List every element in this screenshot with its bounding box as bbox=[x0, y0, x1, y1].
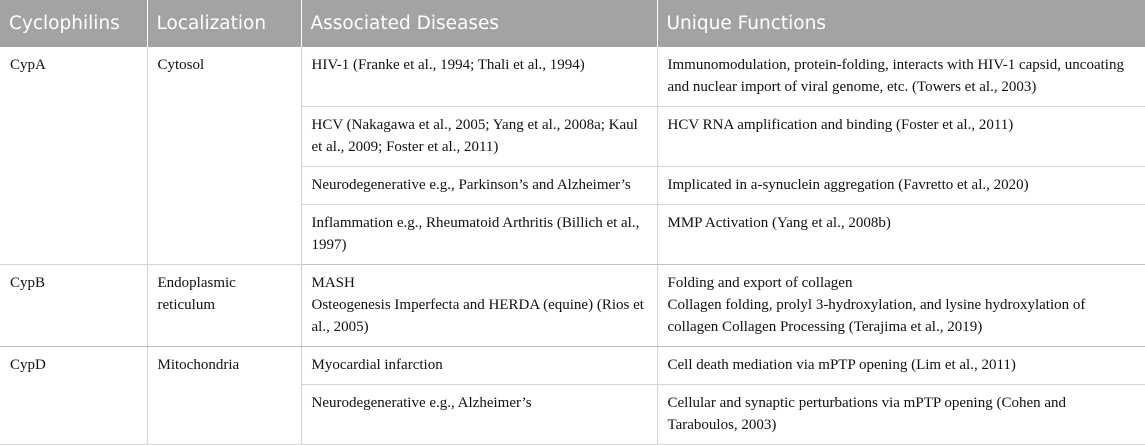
cyclophilin-cell: CypD bbox=[0, 347, 147, 445]
function-cell bbox=[657, 265, 1145, 347]
function-cell: HCV RNA amplification and binding (Foster et al., 2011) bbox=[657, 107, 1145, 167]
table-row bbox=[0, 47, 1145, 107]
disease-cell: Myocardial infarction bbox=[301, 347, 657, 385]
localization-cell: Cytosol bbox=[147, 47, 301, 265]
disease-cell: Inflammation e.g., Rheumatoid Arthritis (Billich et al., 1997) bbox=[301, 205, 657, 265]
header-associated-diseases: Associated Diseases bbox=[301, 0, 657, 47]
disease-line: Osteogenesis Imperfecta and HERDA (equine) (Rios et al., 2005) bbox=[311, 297, 644, 335]
function-line: Collagen folding, prolyl 3-hydroxylation, and lysine hydroxylation of collagen Collagen Processing (Terajima et al., 2019) bbox=[667, 297, 1086, 335]
function-cell: Cell death mediation via mPTP opening (Lim et al., 2011) bbox=[657, 347, 1145, 385]
disease-cell: HIV-1 (Franke et al., 1994; Thali et al., 1994) bbox=[301, 47, 657, 107]
header-localization: Localization bbox=[147, 0, 301, 47]
disease-line: MASH bbox=[311, 275, 355, 291]
header-unique-functions: Unique Functions bbox=[657, 0, 1145, 47]
function-cell: Cellular and synaptic perturbations via mPTP opening (Cohen and Taraboulos, 2003) bbox=[657, 385, 1145, 445]
function-cell: MMP Activation (Yang et al., 2008b) bbox=[657, 205, 1145, 265]
localization-cell: Endoplasmic reticulum bbox=[147, 265, 301, 347]
cyclophilin-cell: CypA bbox=[0, 47, 147, 265]
disease-cell: Neurodegenerative e.g., Alzheimer’s bbox=[301, 385, 657, 445]
disease-cell: Neurodegenerative e.g., Parkinson’s and Alzheimer’s bbox=[301, 167, 657, 205]
table-row bbox=[0, 347, 1145, 385]
localization-cell: Mitochondria bbox=[147, 347, 301, 445]
header-cyclophilins: Cyclophilins bbox=[0, 0, 147, 47]
function-cell: Immunomodulation, protein-folding, interacts with HIV-1 capsid, uncoating and nuclear import of viral genome, etc. (Towers et al., 2003) bbox=[657, 47, 1145, 107]
disease-cell: HCV (Nakagawa et al., 2005; Yang et al., 2008a; Kaul et al., 2009; Foster et al., 2011) bbox=[301, 107, 657, 167]
table-row bbox=[0, 265, 1145, 347]
header-row bbox=[0, 0, 1145, 47]
function-line: Folding and export of collagen bbox=[667, 275, 853, 291]
disease-cell bbox=[301, 265, 657, 347]
function-cell: Implicated in a-synuclein aggregation (Favretto et al., 2020) bbox=[657, 167, 1145, 205]
table-header bbox=[0, 0, 1145, 47]
cyclophilin-cell: CypB bbox=[0, 265, 147, 347]
table-body bbox=[0, 47, 1145, 445]
